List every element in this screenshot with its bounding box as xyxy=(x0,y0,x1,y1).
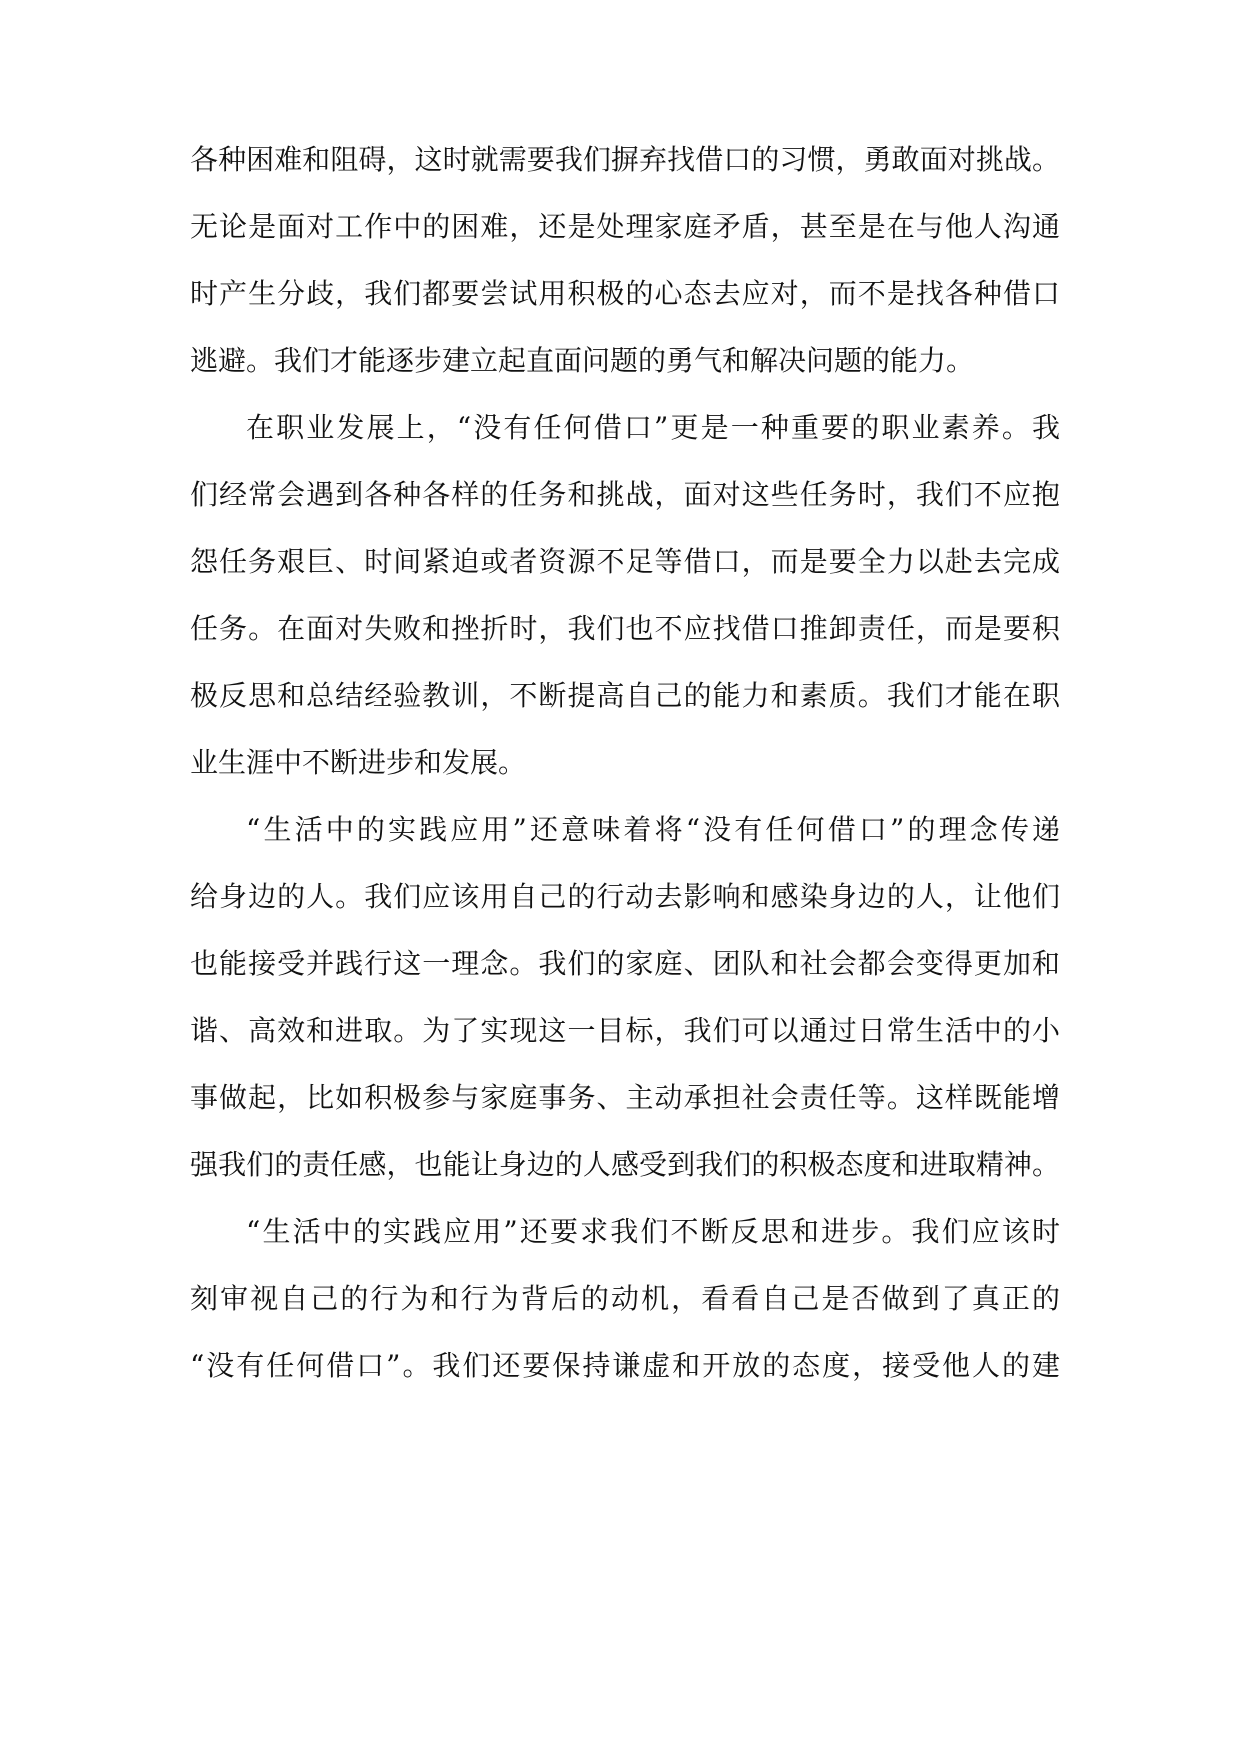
paragraph-first-line: 在职业发展上，“没有任何借口”更是一种重要的职业素养。我 xyxy=(246,411,1060,444)
text-line: 谐、高效和进取。为了实现这一目标，我们可以通过日常生活中的小 xyxy=(190,1014,1060,1047)
text-line: 怨任务艰巨、时间紧迫或者资源不足等借口，而是要全力以赴去完成 xyxy=(190,545,1060,578)
text-line: 各种困难和阻碍，这时就需要我们摒弃找借口的习惯，勇敢面对挑战。 xyxy=(190,143,1060,176)
text-line: “没有任何借口”。我们还要保持谦虚和开放的态度，接受他人的建 xyxy=(190,1349,1060,1382)
text-line: 极反思和总结经验教训，不断提高自己的能力和素质。我们才能在职 xyxy=(190,679,1060,712)
text-line: 强我们的责任感，也能让身边的人感受到我们的积极态度和进取精神。 xyxy=(190,1148,1060,1181)
text-line: 业生涯中不断进步和发展。 xyxy=(190,746,527,779)
paragraph-first-line: “生活中的实践应用”还意味着将“没有任何借口”的理念传递 xyxy=(246,813,1060,846)
text-line: 们经常会遇到各种各样的任务和挑战，面对这些任务时，我们不应抱 xyxy=(190,478,1060,511)
text-line: 逃避。我们才能逐步建立起直面问题的勇气和解决问题的能力。 xyxy=(190,344,975,377)
text-line: 给身边的人。我们应该用自己的行动去影响和感染身边的人，让他们 xyxy=(190,880,1060,913)
text-line: 事做起，比如积极参与家庭事务、主动承担社会责任等。这样既能增 xyxy=(190,1081,1060,1114)
text-line: 刻审视自己的行为和行为背后的动机，看看自己是否做到了真正的 xyxy=(190,1282,1060,1315)
text-line: 也能接受并践行这一理念。我们的家庭、团队和社会都会变得更加和 xyxy=(190,947,1060,980)
text-line: 时产生分歧，我们都要尝试用积极的心态去应对，而不是找各种借口 xyxy=(190,277,1060,310)
text-line: 任务。在面对失败和挫折时，我们也不应找借口推卸责任，而是要积 xyxy=(190,612,1060,645)
text-line: 无论是面对工作中的困难，还是处理家庭矛盾，甚至是在与他人沟通 xyxy=(190,210,1060,243)
paragraph-first-line: “生活中的实践应用”还要求我们不断反思和进步。我们应该时 xyxy=(246,1215,1060,1248)
